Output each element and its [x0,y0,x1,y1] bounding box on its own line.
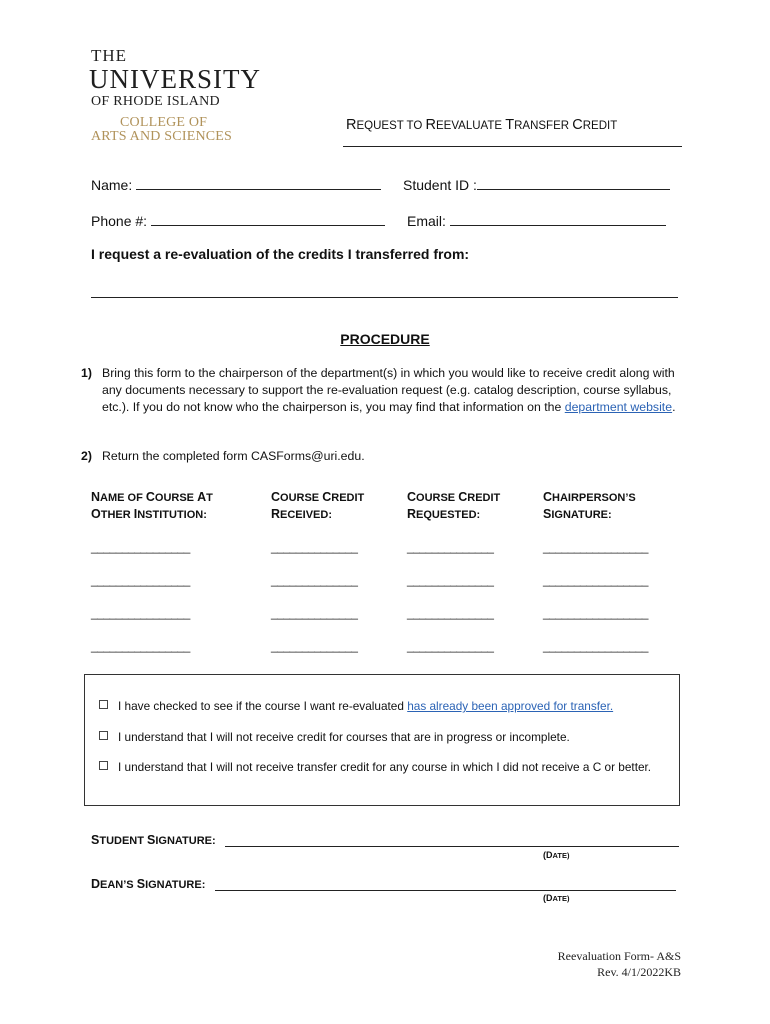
phone-label: Phone #: [91,213,148,229]
institution-input-line[interactable] [91,297,678,298]
row3-credit-received-blank[interactable]: ______________ [271,606,358,620]
department-website-link[interactable]: department website [564,400,673,414]
row4-credit-requested-blank[interactable]: ______________ [407,639,494,653]
email-input-line[interactable] [450,211,666,226]
title-rule [343,146,682,147]
row3-signature-blank[interactable]: _________________ [543,606,648,620]
row4-signature-blank[interactable]: _________________ [543,639,648,653]
checklist-item-in-progress[interactable]: I understand that I will not receive credit for courses that are in progress or incomplete. [99,729,659,745]
revision-footer: Reevaluation Form- A&S Rev. 4/1/2022KB [557,949,681,979]
row1-credit-requested-blank[interactable]: ______________ [407,540,494,554]
row1-credit-received-blank[interactable]: ______________ [271,540,358,554]
phone-field[interactable] [91,211,385,229]
dean-signature-label: DEAN’S SIGNATURE: [91,877,206,891]
phone-input-line[interactable] [151,211,385,226]
row3-course-name-blank[interactable]: ________________ [91,606,190,620]
student-signature-label: STUDENT SIGNATURE: [91,833,216,847]
student-id-field[interactable] [403,175,670,193]
step2-number: 2) [81,449,92,463]
row4-credit-received-blank[interactable]: ______________ [271,639,358,653]
logo-arts-sciences: ARTS AND SCIENCES [91,129,233,144]
row2-credit-requested-blank[interactable]: ______________ [407,573,494,587]
name-input-line[interactable] [136,175,381,190]
step1-text: Bring this form to the chairperson of the department(s) in which you would like to receive credit along with any documents necessary to support the re-evaluation request (e.g. catalog description, course syllabus, etc.). If you do not know who the chairperson is, you may find that information on the department website. [102,366,676,414]
row2-signature-blank[interactable]: _________________ [543,573,648,587]
checkbox-icon[interactable] [99,731,108,740]
request-statement: I request a re-evaluation of the credits I transferred from: [91,246,470,262]
email-label: Email: [407,213,446,229]
logo-the: THE [91,46,128,65]
column-header-course-name: NAME OF COURSE AT OTHER INSTITUTION: [91,490,213,521]
column-header-credit-received: COURSE CREDIT RECEIVED: [271,490,365,521]
student-id-label: Student ID : [403,177,477,193]
name-field[interactable] [91,175,381,193]
step1-number: 1) [81,366,92,380]
approved-transfer-link[interactable]: has already been approved for transfer. [407,699,614,713]
student-date-label: (DATE) [543,850,570,860]
checkbox-icon[interactable] [99,700,108,709]
logo-rhode-island: OF RHODE ISLAND [91,94,220,109]
name-label: Name: [91,177,133,193]
form-title: REQUEST TO REEVALUATE TRANSFER CREDIT [346,117,618,133]
row2-course-name-blank[interactable]: ________________ [91,573,190,587]
procedure-heading: PROCEDURE [340,331,430,347]
column-header-credit-requested: COURSE CREDIT REQUESTED: [407,490,501,521]
row3-credit-requested-blank[interactable]: ______________ [407,606,494,620]
row4-course-name-blank[interactable]: ________________ [91,639,190,653]
logo-university: UNIVERSITY [89,64,261,94]
logo-college-of: COLLEGE OF [120,115,208,130]
row2-credit-received-blank[interactable]: ______________ [271,573,358,587]
step2-text: Return the completed form CASForms@uri.edu. [102,449,365,463]
checkbox-icon[interactable] [99,761,108,770]
email-field[interactable] [407,211,666,229]
student-signature-line[interactable] [225,846,679,847]
dean-date-label: (DATE) [543,893,570,903]
row1-course-name-blank[interactable]: ________________ [91,540,190,554]
row1-signature-blank[interactable]: _________________ [543,540,648,554]
checklist-item-grade-c[interactable]: I understand that I will not receive transfer credit for any course in which I did not receive a C or better. [99,759,654,775]
student-id-input-line[interactable] [477,175,670,190]
dean-signature-line[interactable] [215,890,676,891]
checklist-item-approved[interactable]: I have checked to see if the course I want re-evaluated has already been approved for transfer. [99,698,659,714]
column-header-chair-signature: CHAIRPERSON’S SIGNATURE: [543,490,636,521]
